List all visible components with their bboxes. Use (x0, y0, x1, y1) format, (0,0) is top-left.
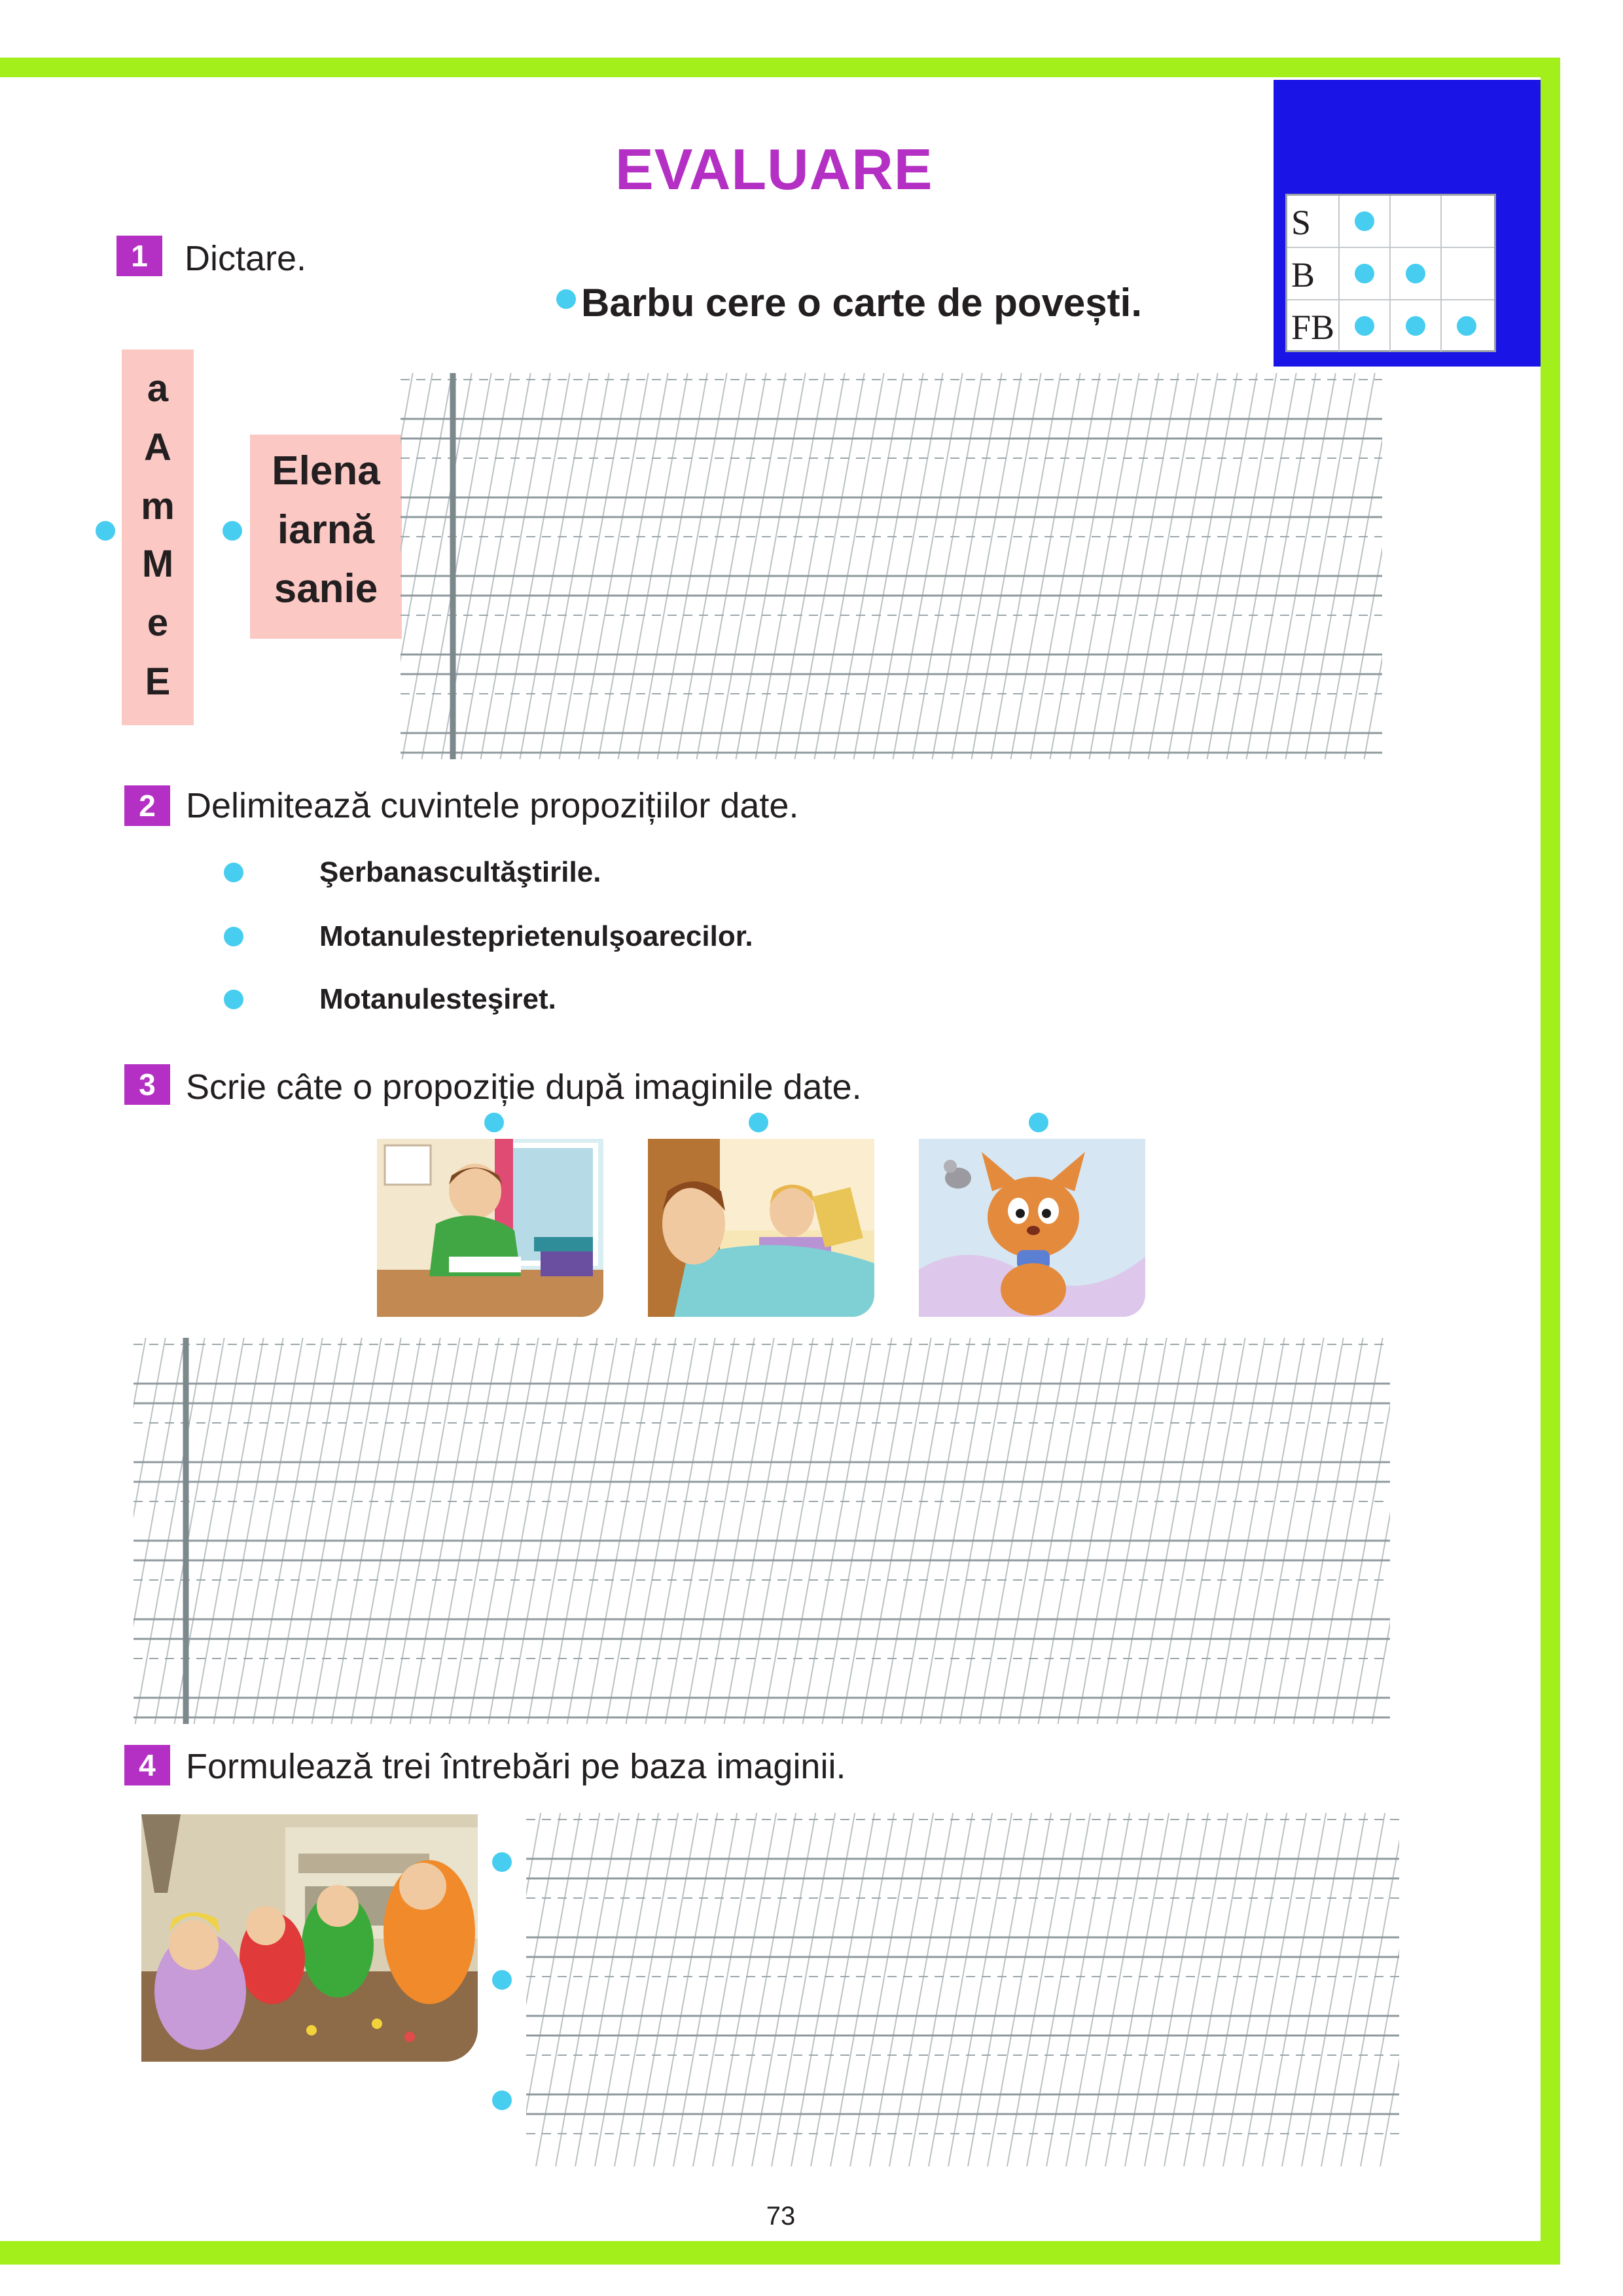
bullet-dot (224, 927, 243, 946)
writing-area-1[interactable] (401, 373, 1382, 759)
task-number-badge: 4 (124, 1745, 170, 1785)
bullet-dot (749, 1113, 768, 1132)
bullet-dot (224, 990, 243, 1009)
dictation-sentence: Barbu cere o carte de povești. (581, 281, 1142, 325)
letter: e (147, 601, 169, 644)
grade-row-s (1287, 196, 1494, 248)
children-planting-image (141, 1814, 478, 2062)
word-chain: Şerbanascultăştirile. (319, 856, 601, 888)
children-reading-image (648, 1139, 874, 1317)
page-number: 73 (766, 2202, 796, 2231)
bullet-dot (484, 1113, 504, 1132)
letter: A (144, 426, 171, 469)
task-instruction: Scrie câte o propoziție după imaginile date. (186, 1067, 862, 1107)
page-title: EVALUARE (615, 137, 933, 202)
task-number-badge: 2 (124, 785, 170, 826)
grade-row-b (1287, 248, 1494, 300)
page-frame-top (0, 58, 1560, 77)
boy-writing-image (377, 1139, 603, 1317)
page-frame-right (1541, 58, 1560, 2265)
grade-dot (1406, 316, 1425, 336)
word-chain: Motanulesteşiret. (319, 983, 556, 1015)
grade-dot (1355, 316, 1374, 336)
writing-area-3[interactable] (134, 1338, 1390, 1724)
grade-dot (1457, 316, 1476, 336)
task-instruction: Formulează trei întrebări pe baza imaginii. (186, 1747, 846, 1786)
bullet-dot (492, 1970, 512, 1990)
grade-label: B (1291, 255, 1315, 295)
grade-dot (1406, 264, 1425, 283)
word: iarnă (277, 507, 375, 552)
writing-area-4[interactable] (526, 1813, 1399, 2166)
task-number-badge: 1 (116, 236, 162, 276)
word: Elena (272, 448, 380, 493)
word-chain: Motanulesteprietenulşoarecilor. (319, 920, 753, 952)
bullet-dot (223, 521, 242, 541)
page-frame-bottom (0, 2241, 1560, 2265)
grade-label: S (1291, 203, 1311, 242)
words-card (250, 435, 402, 639)
bullet-dot (492, 2090, 512, 2110)
task-number-badge: 3 (124, 1064, 170, 1105)
task-instruction: Dictare. (185, 239, 307, 278)
grade-row-fb (1287, 300, 1494, 351)
bullet-dot (1029, 1113, 1048, 1132)
cat-and-mouse-image (919, 1139, 1145, 1317)
letter: E (145, 660, 171, 703)
grade-label: FB (1291, 308, 1335, 347)
word: sanie (274, 566, 378, 611)
letter: a (147, 367, 169, 410)
task-instruction: Delimitează cuvintele propozițiilor date. (186, 786, 799, 825)
letters-card (122, 350, 194, 725)
grade-dot (1355, 211, 1374, 231)
grade-dot (1355, 264, 1374, 283)
grading-table (1285, 194, 1496, 352)
letter: M (141, 543, 174, 585)
bullet-dot (96, 521, 115, 541)
bullet-dot (224, 863, 243, 882)
letter: m (141, 485, 175, 528)
bullet-dot (492, 1852, 512, 1872)
bullet-dot (556, 289, 576, 309)
